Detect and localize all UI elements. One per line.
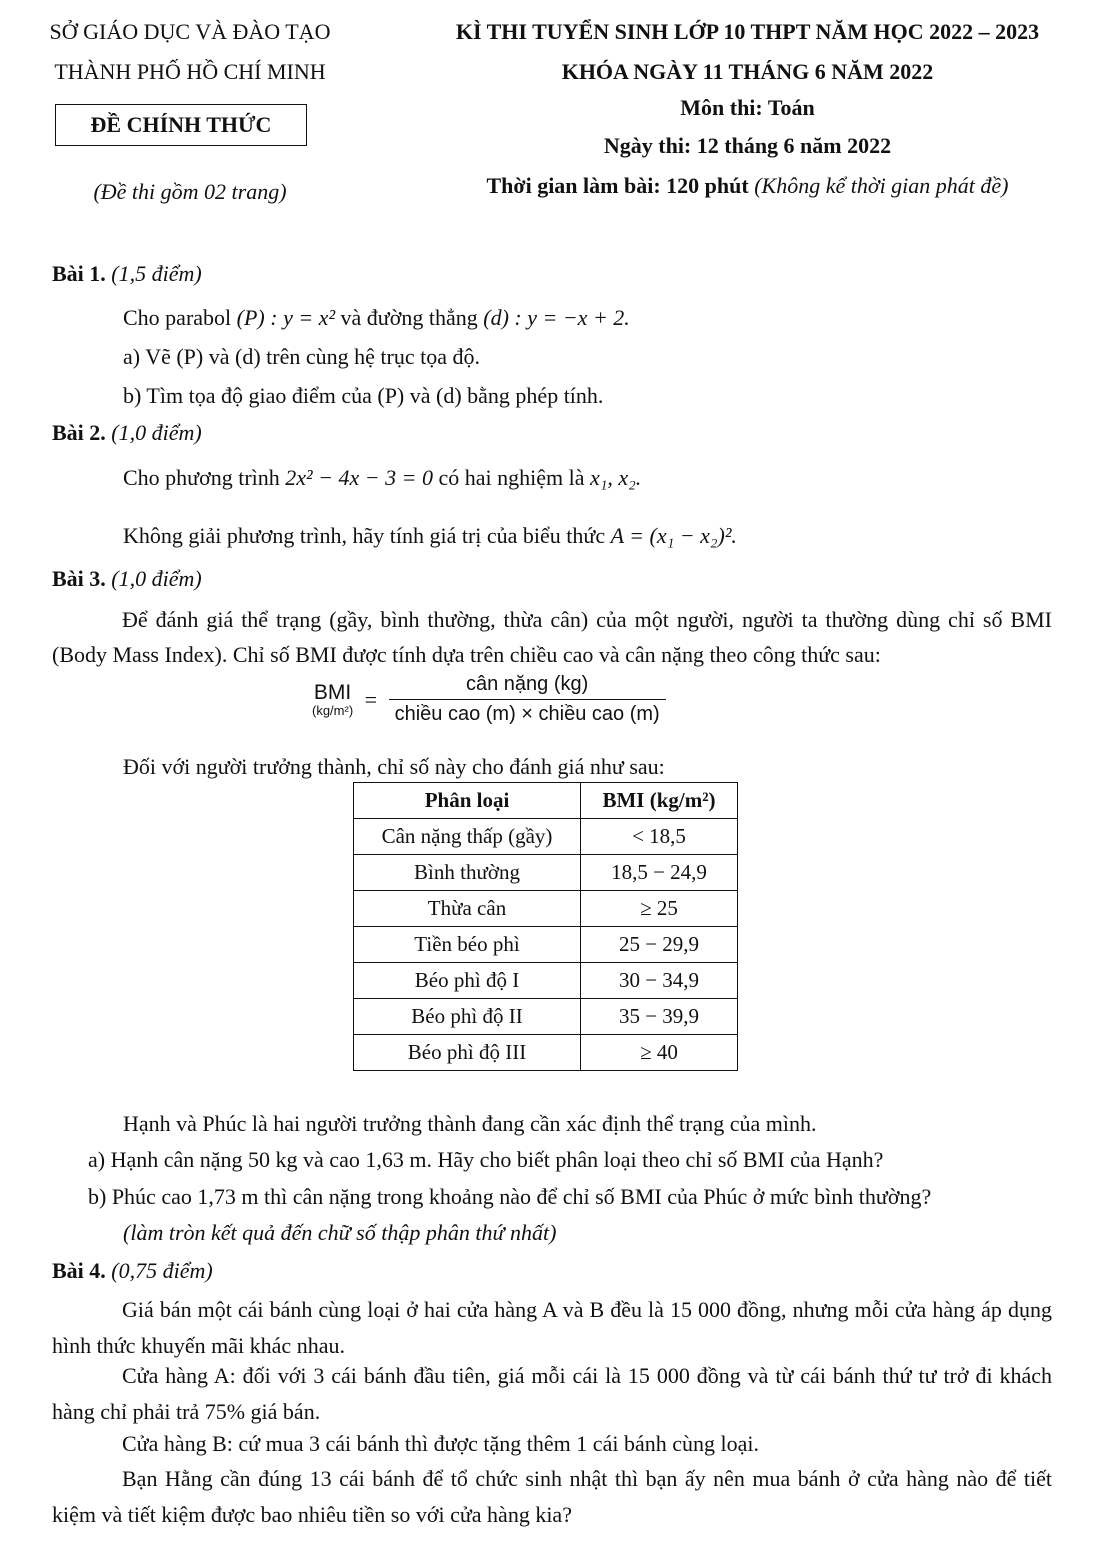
table-intro: Đối với người trưởng thành, chỉ số này cho đánh giá như sau: bbox=[123, 754, 665, 779]
formula-lhs: BMI bbox=[313, 681, 352, 705]
table-row bbox=[354, 963, 738, 999]
bai3-paragraph: Để đánh giá thể trạng (gầy, bình thường, thừa cân) của một người, người ta thường dùng chỉ số BMI (Body Mass Index). Chỉ số BMI được tính dựa trên chiều cao và cân nặng theo công thức sau: bbox=[52, 607, 1052, 667]
exam-date: Ngày thi: 12 tháng 6 năm 2022 bbox=[603, 133, 892, 158]
bai3-rounding-note: (làm tròn kết quả đến chữ số thập phân thứ nhất) bbox=[123, 1220, 557, 1245]
table-row bbox=[354, 927, 738, 963]
bai3-heading bbox=[52, 565, 202, 593]
bmi-table bbox=[353, 782, 738, 1071]
table-cell-category: Béo phì độ II bbox=[354, 999, 581, 1035]
table-cell-category: Béo phì độ III bbox=[354, 1035, 581, 1071]
bai2-line1-a: Cho phương trình bbox=[123, 465, 280, 490]
bai1-part-b: b) Tìm tọa độ giao điểm của (P) và (d) bằng phép tính. bbox=[123, 383, 604, 408]
bai3-points: (1,0 điểm) bbox=[111, 566, 202, 591]
bai4-paragraph-1: Giá bán một cái bánh cùng loại ở hai cửa hàng A và B đều là 15 000 đồng, nhưng mỗi cửa hàng áp dụng hình thức khuyến mãi khác nhau. bbox=[52, 1297, 1052, 1358]
bai4-paragraph-4: Bạn Hằng cần đúng 13 cái bánh để tổ chức sinh nhật thì bạn ấy nên mua bánh ở cửa hàng nào để tiết kiệm và tiết kiệm được bao nhiêu tiền so với cửa hàng kia? bbox=[52, 1466, 1052, 1527]
table-cell-category: Béo phì độ I bbox=[354, 963, 581, 999]
table-row bbox=[354, 1035, 738, 1071]
bai2-line1 bbox=[123, 464, 641, 492]
bai1-points: (1,5 điểm) bbox=[111, 261, 202, 286]
bai4-heading bbox=[52, 1257, 213, 1285]
exam-session: KHÓA NGÀY 11 THÁNG 6 NĂM 2022 bbox=[561, 59, 934, 84]
formula-lhs-block bbox=[312, 680, 353, 719]
formula-fraction bbox=[389, 672, 666, 727]
bai3-title: Bài 3. bbox=[52, 566, 106, 591]
bai1-heading bbox=[52, 260, 202, 288]
line-eq: (d) : y = −x + 2. bbox=[483, 305, 630, 330]
exam-title: KÌ THI TUYỂN SINH LỚP 10 THPT NĂM HỌC 2022 – 2023 bbox=[455, 19, 1040, 44]
bai3-part-b: b) Phúc cao 1,73 m thì cân nặng trong khoảng nào để chỉ số BMI của Phúc ở mức bình thường? bbox=[88, 1184, 932, 1209]
bmi-formula bbox=[312, 672, 666, 727]
bai2-title: Bài 2. bbox=[52, 420, 106, 445]
official-badge: ĐỀ CHÍNH THỨC bbox=[55, 104, 307, 146]
bai2-line1-b: có hai nghiệm là bbox=[438, 465, 585, 490]
table-row bbox=[354, 855, 738, 891]
bai1-intro-a: Cho parabol bbox=[123, 305, 232, 330]
table-cell-bmi: 18,5 − 24,9 bbox=[581, 855, 738, 891]
bai3-part-a: a) Hạnh cân nặng 50 kg và cao 1,63 m. Hãy cho biết phân loại theo chỉ số BMI của Hạnh? bbox=[88, 1147, 884, 1172]
table-cell-category: Cân nặng thấp (gầy) bbox=[354, 819, 581, 855]
bai1-title: Bài 1. bbox=[52, 261, 106, 286]
duration-label: Thời gian làm bài: 120 phút bbox=[486, 173, 749, 198]
department-name: SỞ GIÁO DỤC VÀ ĐÀO TẠO bbox=[49, 19, 331, 44]
formula-equals: = bbox=[364, 686, 378, 712]
table-header-bmi: BMI (kg/m²) bbox=[581, 783, 738, 819]
formula-numerator: cân nặng (kg) bbox=[466, 673, 589, 695]
bai1-intro bbox=[123, 304, 630, 332]
table-cell-bmi: < 18,5 bbox=[581, 819, 738, 855]
pages-note: (Đề thi gồm 02 trang) bbox=[93, 179, 287, 204]
exam-subject: Môn thi: Toán bbox=[680, 95, 815, 120]
duration-note: (Không kể thời gian phát đề) bbox=[754, 173, 1009, 198]
table-cell-bmi: 30 − 34,9 bbox=[581, 963, 738, 999]
bai4-points: (0,75 điểm) bbox=[111, 1258, 213, 1283]
bai4-paragraph-2: Cửa hàng A: đối với 3 cái bánh đầu tiên, giá mỗi cái là 15 000 đồng và từ cái bánh thứ tư trở đi khách hàng chỉ phải trả 75% giá bán. bbox=[52, 1363, 1052, 1424]
table-cell-category: Thừa cân bbox=[354, 891, 581, 927]
table-cell-category: Tiền béo phì bbox=[354, 927, 581, 963]
bai2-heading bbox=[52, 419, 202, 447]
table-row bbox=[354, 891, 738, 927]
table-header-row bbox=[354, 783, 738, 819]
bai4-title: Bài 4. bbox=[52, 1258, 106, 1283]
bai1-intro-b: và đường thẳng bbox=[340, 305, 478, 330]
table-cell-category: Bình thường bbox=[354, 855, 581, 891]
bai1-part-a: a) Vẽ (P) và (d) trên cùng hệ trục tọa độ. bbox=[123, 344, 480, 369]
table-cell-bmi: 25 − 29,9 bbox=[581, 927, 738, 963]
city-name: THÀNH PHỐ HỒ CHÍ MINH bbox=[54, 59, 326, 84]
table-cell-bmi: ≥ 40 bbox=[581, 1035, 738, 1071]
bai4-paragraph-3: Cửa hàng B: cứ mua 3 cái bánh thì được tặng thêm 1 cái bánh cùng loại. bbox=[122, 1431, 759, 1456]
bai3-after-table: Hạnh và Phúc là hai người trưởng thành đang cần xác định thể trạng của mình. bbox=[123, 1111, 817, 1136]
parabola-eq: (P) : y = x² bbox=[236, 305, 336, 330]
bai2-line2-a: Không giải phương trình, hãy tính giá trị của biểu thức bbox=[123, 523, 606, 548]
table-header-category: Phân loại bbox=[354, 783, 581, 819]
bai2-expression: A = (x₁ − x₂)². bbox=[610, 523, 737, 548]
bai2-line2 bbox=[123, 522, 737, 550]
bai2-roots: x₁, x₂. bbox=[589, 465, 642, 490]
bai2-points: (1,0 điểm) bbox=[111, 420, 202, 445]
table-row bbox=[354, 819, 738, 855]
table-row bbox=[354, 999, 738, 1035]
bai2-equation: 2x² − 4x − 3 = 0 bbox=[285, 465, 433, 490]
table-cell-bmi: ≥ 25 bbox=[581, 891, 738, 927]
exam-duration bbox=[405, 172, 1090, 200]
formula-unit: (kg/m²) bbox=[312, 702, 354, 718]
table-cell-bmi: 35 − 39,9 bbox=[581, 999, 738, 1035]
formula-denominator: chiều cao (m) × chiều cao (m) bbox=[389, 699, 666, 727]
